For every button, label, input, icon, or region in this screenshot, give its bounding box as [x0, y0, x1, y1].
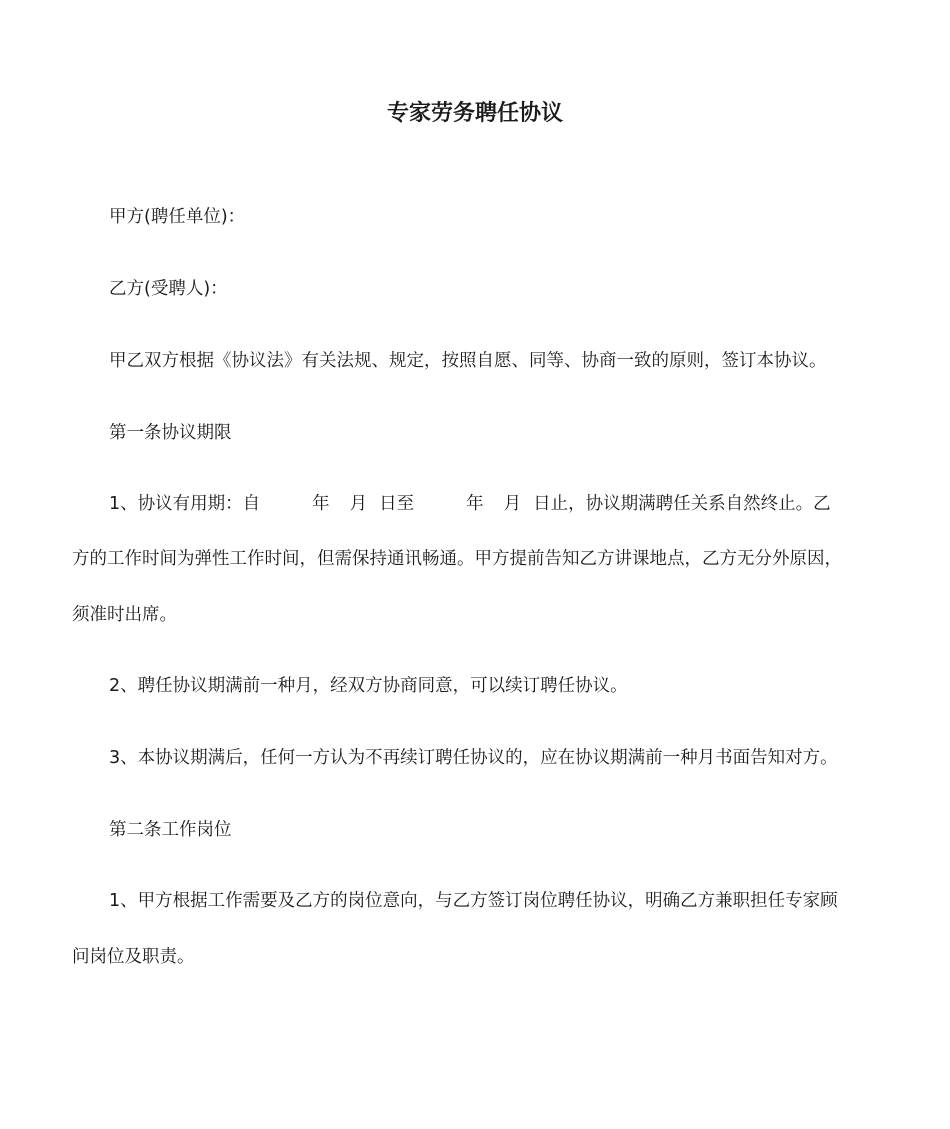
term-day-to: 日至 — [379, 494, 415, 514]
article-1-item-1-line-1 — [109, 486, 880, 522]
document-title: 专家劳务聘任协议 — [386, 101, 563, 126]
article-1-item-1-line-3: 须准时出席。 — [72, 605, 177, 625]
term-year-1: 年 — [312, 494, 330, 514]
article-2-item-1-line-1: 1、甲方根据工作需要及乙方的岗位意向，与乙方签订岗位聘任协议，明确乙方兼职担任专家顾 — [109, 891, 838, 911]
article-2-item-1-line-2: 问岗位及职责。 — [72, 947, 195, 967]
term-month-1: 月 — [349, 494, 368, 514]
article-1-item-2: 2、聘任协议期满前一种月，经双方协商同意，可以续订聘任协议。 — [109, 676, 628, 696]
preamble-paragraph: 甲乙双方根据《协议法》有关法规、规定，按照自愿、同等、协商一致的原则，签订本协议。 — [109, 351, 827, 371]
article-1-item-3: 3、本协议期满后，任何一方认为不再续订聘任协议的，应在协议期满前一种月书面告知对方。 — [109, 748, 838, 768]
term-tail: 日止，协议期满聘任关系自然终止。乙 — [533, 494, 831, 514]
term-prefix: 1、协议有用期：自 — [109, 494, 261, 514]
party-b-line: 乙方(受聘人)： — [109, 279, 228, 299]
article-2-heading: 第二条工作岗位 — [109, 820, 232, 840]
article-1-item-1-line-2: 方的工作时间为弹性工作时间，但需保持通讯畅通。甲方提前告知乙方讲课地点，乙方无分外原因， — [72, 549, 842, 569]
article-1-heading: 第一条协议期限 — [109, 423, 232, 443]
term-year-2: 年 — [466, 494, 484, 514]
term-month-2: 月 — [503, 494, 522, 514]
party-a-line: 甲方(聘任单位)： — [109, 207, 246, 227]
